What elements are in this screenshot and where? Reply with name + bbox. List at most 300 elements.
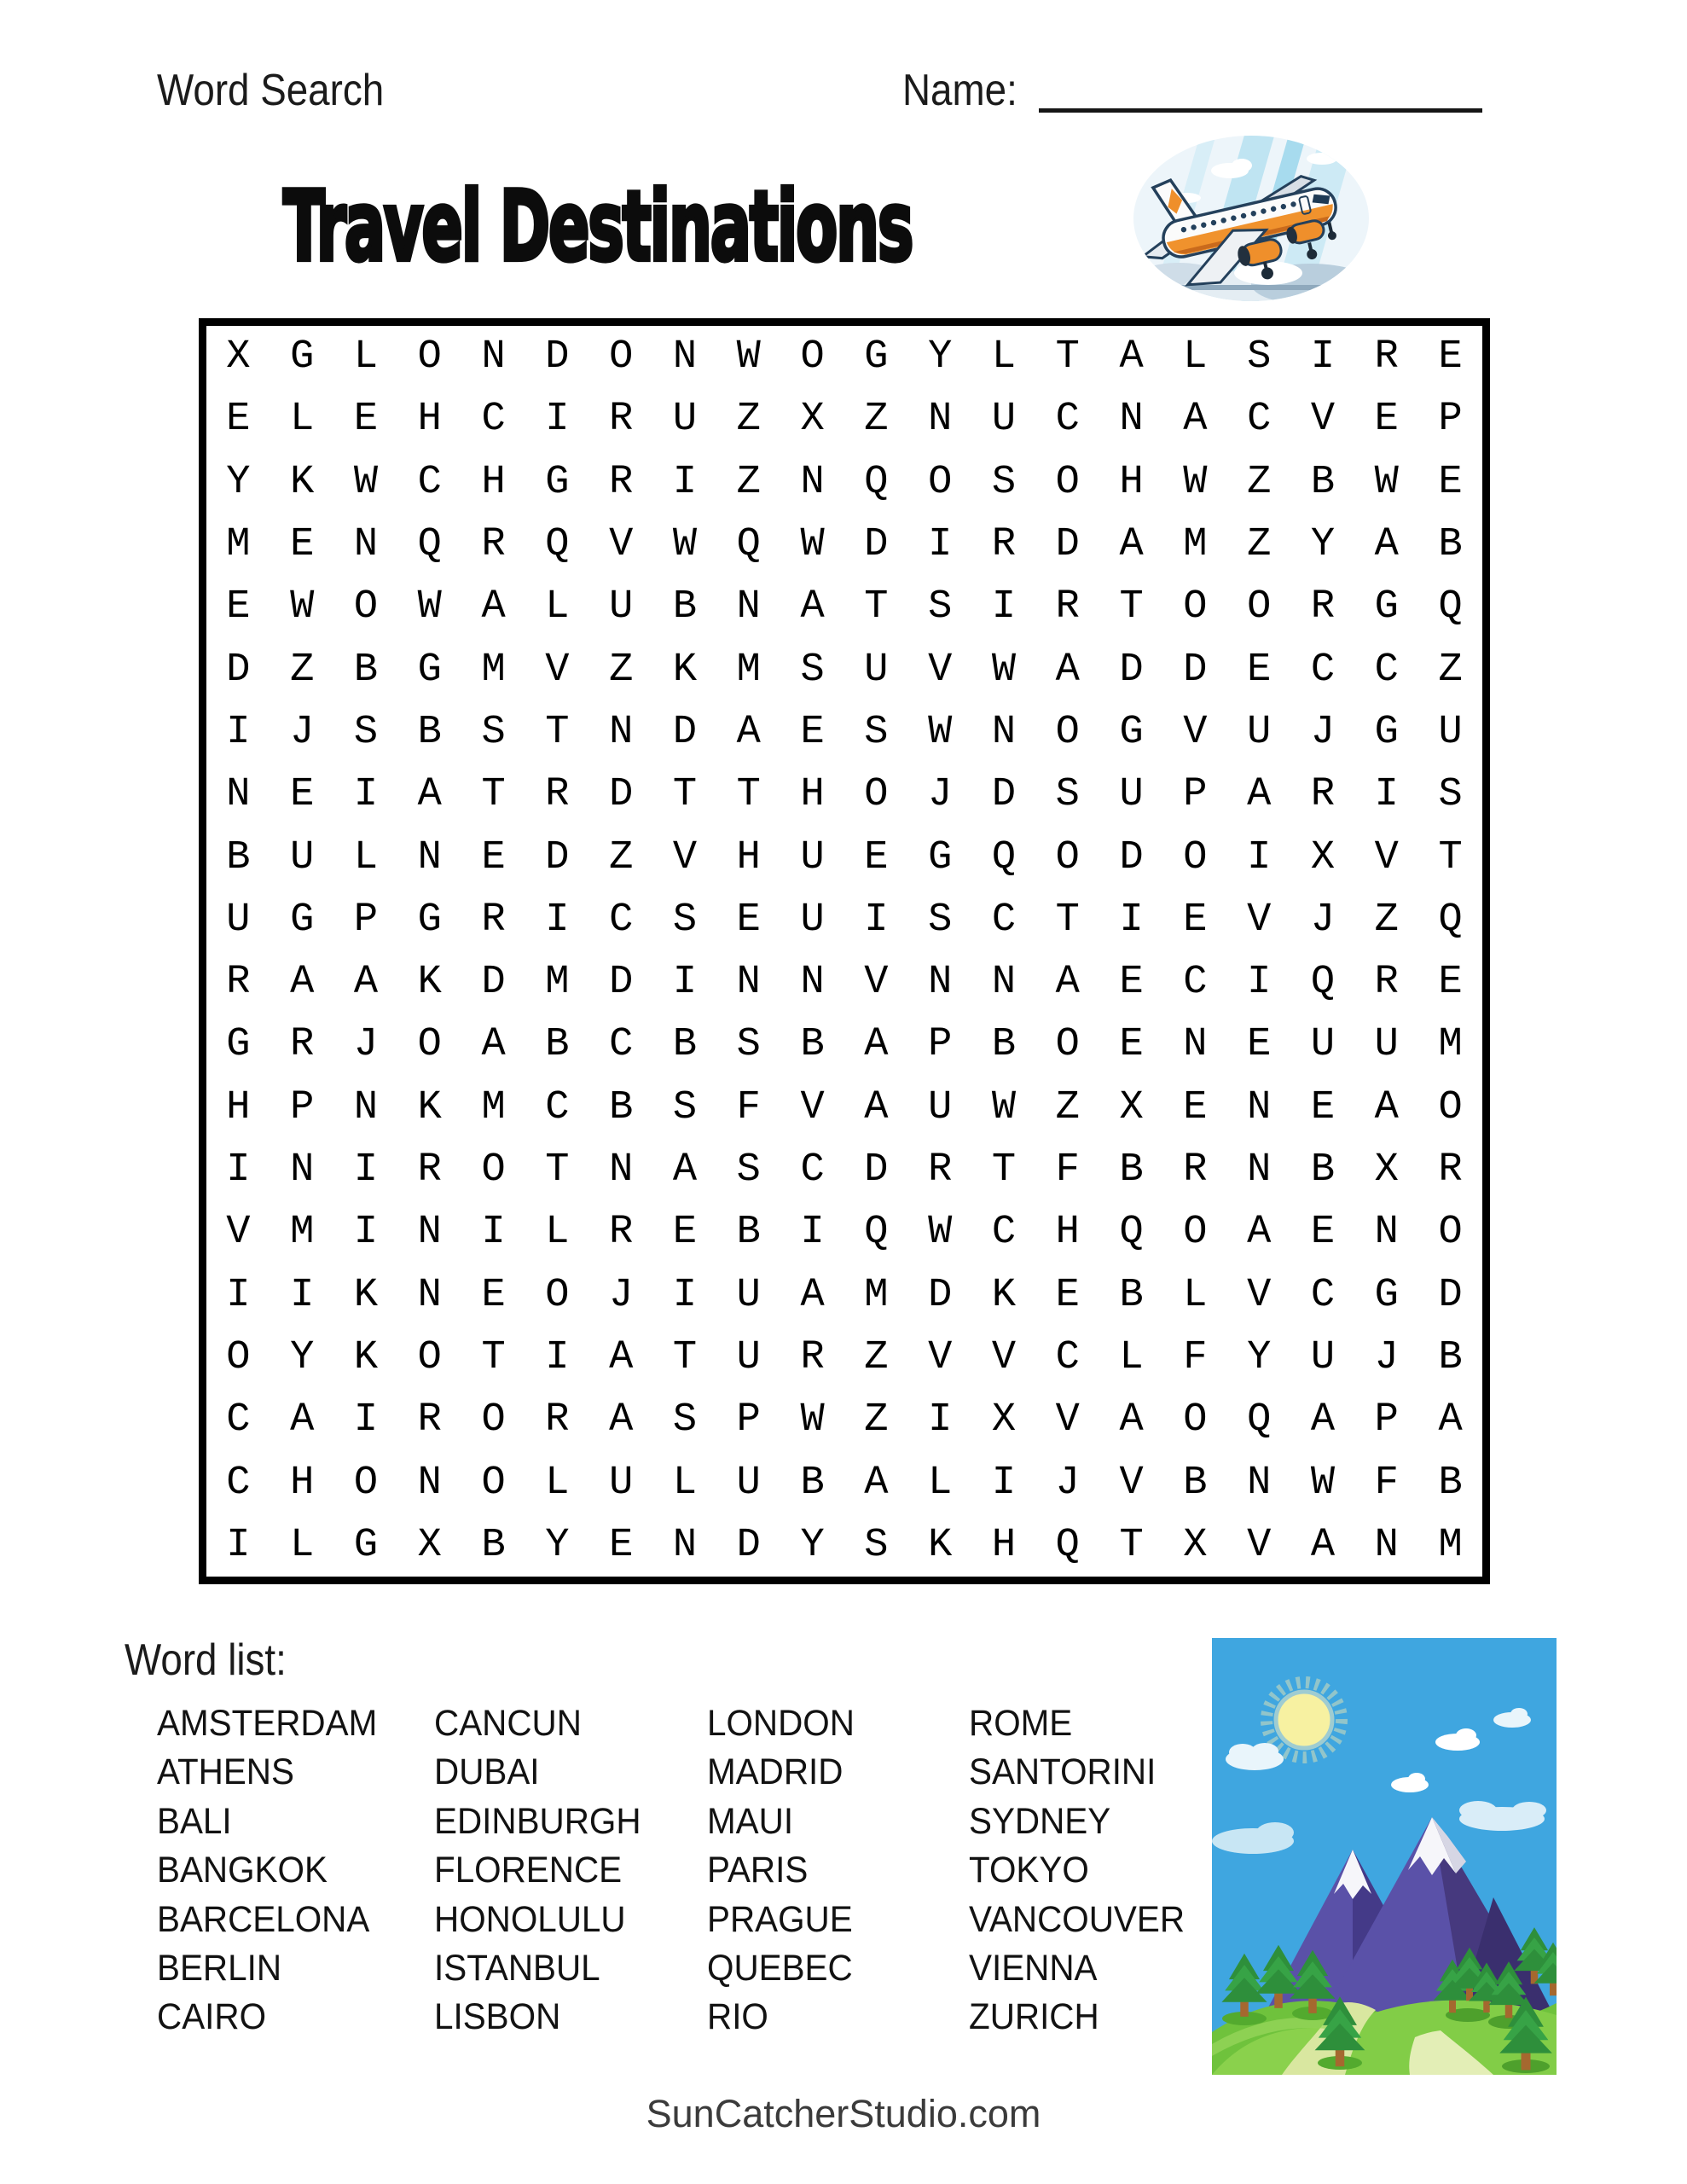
grid-letter: X [226, 334, 251, 380]
grid-letter: O [609, 334, 634, 380]
grid-letter: R [609, 459, 634, 505]
grid-letter: K [672, 647, 698, 693]
grid-letter: J [1310, 709, 1336, 755]
grid-letter: B [545, 1022, 570, 1068]
word-list-item: MADRID [707, 1751, 844, 1793]
grid-letter: O [1247, 584, 1272, 630]
grid-letter: O [1183, 834, 1208, 880]
grid-letter: C [226, 1460, 251, 1506]
grid-letter: L [928, 1460, 953, 1506]
name-label [902, 65, 1033, 116]
grid-letter: B [226, 834, 251, 880]
grid-letter: C [1310, 647, 1336, 693]
grid-letter: N [353, 1084, 379, 1130]
word-list-item: CAIRO [157, 1996, 267, 2038]
grid-letter: E [353, 397, 379, 443]
grid-letter: P [353, 897, 379, 943]
word-list-item: RIO [707, 1996, 768, 2038]
word-list-item: VANCOUVER [969, 1898, 1186, 1940]
grid-letter: V [1247, 1522, 1272, 1568]
grid-letter: A [353, 960, 379, 1006]
grid-letter: V [1055, 1397, 1080, 1443]
grid-letter: T [1119, 584, 1144, 630]
grid-letter: R [545, 1397, 570, 1443]
grid-letter: A [481, 1022, 506, 1068]
grid-letter: I [545, 897, 570, 943]
grid-letter: U [609, 1460, 634, 1506]
grid-letter: T [545, 1147, 570, 1194]
grid-letter: A [864, 1460, 889, 1506]
grid-letter: Q [1438, 584, 1463, 630]
grid-letter: U [609, 584, 634, 630]
grid-letter: H [481, 459, 506, 505]
grid-letter: W [991, 1084, 1017, 1130]
grid-letter: O [800, 334, 825, 380]
grid-letter: Z [1247, 522, 1272, 568]
grid-letter: E [1119, 960, 1144, 1006]
grid-letter: K [417, 960, 442, 1006]
grid-letter: T [481, 1334, 506, 1380]
grid-letter: D [609, 772, 634, 818]
grid-letter: G [290, 334, 315, 380]
grid-letter: B [1183, 1460, 1208, 1506]
grid-letter: J [609, 1272, 634, 1318]
grid-letter: U [736, 1460, 761, 1506]
grid-letter: Z [290, 647, 315, 693]
grid-letter: J [1374, 1334, 1399, 1380]
grid-letter: C [1247, 397, 1272, 443]
grid-letter: E [672, 1210, 698, 1256]
grid-letter: R [609, 397, 634, 443]
grid-letter: U [1310, 1022, 1336, 1068]
word-list-item: BERLIN [157, 1948, 282, 1989]
grid-letter: T [1055, 334, 1080, 380]
grid-letter: V [991, 1334, 1017, 1380]
grid-letter: I [545, 1334, 570, 1380]
grid-letter: D [672, 709, 698, 755]
word-list-item: SANTORINI [969, 1751, 1157, 1793]
grid-letter: T [1055, 897, 1080, 943]
grid-letter: I [545, 397, 570, 443]
grid-letter: A [864, 1022, 889, 1068]
grid-letter: S [481, 709, 506, 755]
grid-letter: R [800, 1334, 825, 1380]
word-list-item: PARIS [707, 1850, 809, 1891]
grid-letter: N [290, 1147, 315, 1194]
grid-letter: I [353, 1147, 379, 1194]
grid-letter: S [864, 1522, 889, 1568]
grid-letter: S [736, 1147, 761, 1194]
grid-letter: N [417, 834, 442, 880]
grid-letter: Z [1374, 897, 1399, 943]
grid-letter: E [290, 772, 315, 818]
grid-letter: G [290, 897, 315, 943]
grid-letter: F [736, 1084, 761, 1130]
grid-letter: Y [1310, 522, 1336, 568]
grid-letter: Q [864, 459, 889, 505]
grid-letter: A [290, 1397, 315, 1443]
grid-letter: B [1119, 1272, 1144, 1318]
grid-letter: O [1183, 584, 1208, 630]
grid-letter: O [417, 334, 442, 380]
grid-letter: O [864, 772, 889, 818]
grid-letter: L [991, 334, 1017, 380]
grid-letter: O [1438, 1210, 1463, 1256]
grid-letter: B [1310, 459, 1336, 505]
grid-letter: N [226, 772, 251, 818]
website-credit: SunCatcherStudio.com [646, 2092, 1041, 2135]
grid-letter: E [290, 522, 315, 568]
word-list-column [969, 1699, 1185, 2042]
grid-letter: U [1438, 709, 1463, 755]
word-list-item: SYDNEY [969, 1800, 1111, 1842]
grid-letter: B [1119, 1147, 1144, 1194]
name-label-text: Name: [902, 66, 1017, 115]
grid-letter: W [928, 709, 953, 755]
grid-letter: G [1374, 584, 1399, 630]
grid-letter: O [1183, 1210, 1208, 1256]
word-list-column [157, 1699, 377, 2042]
grid-letter: S [864, 709, 889, 755]
grid-letter: Q [1055, 1522, 1080, 1568]
grid-letter: R [928, 1147, 953, 1194]
grid-letter: L [545, 1210, 570, 1256]
grid-letter: Q [864, 1210, 889, 1256]
grid-letter: A [481, 584, 506, 630]
grid-letter: N [609, 1147, 634, 1194]
grid-letter: E [1119, 1022, 1144, 1068]
worksheet-type-label [157, 65, 415, 116]
word-list-label-text: Word list: [125, 1635, 287, 1685]
grid-letter: U [1374, 1022, 1399, 1068]
grid-letter: Q [1438, 897, 1463, 943]
grid-letter: C [609, 897, 634, 943]
grid-letter: L [290, 397, 315, 443]
grid-letter: R [226, 960, 251, 1006]
grid-letter: Y [290, 1334, 315, 1380]
grid-letter: T [481, 772, 506, 818]
grid-letter: N [353, 522, 379, 568]
grid-letter: A [1247, 772, 1272, 818]
grid-letter: R [609, 1210, 634, 1256]
grid-letter: A [1310, 1397, 1336, 1443]
grid-letter: G [928, 834, 953, 880]
grid-letter: B [481, 1522, 506, 1568]
grid-letter: B [800, 1460, 825, 1506]
grid-letter: Q [417, 522, 442, 568]
grid-letter: R [1438, 1147, 1463, 1194]
grid-letter: Z [864, 1397, 889, 1443]
grid-letter: D [226, 647, 251, 693]
grid-letter: R [545, 772, 570, 818]
grid-letter: N [417, 1272, 442, 1318]
grid-letter: D [545, 834, 570, 880]
grid-letter: N [1374, 1210, 1399, 1256]
grid-letter: N [1247, 1084, 1272, 1130]
word-list-item: FLORENCE [434, 1850, 623, 1891]
grid-letter: Q [991, 834, 1017, 880]
grid-letter: P [928, 1022, 953, 1068]
grid-letter: C [417, 459, 442, 505]
grid-letter: W [1183, 459, 1208, 505]
grid-letter: G [353, 1522, 379, 1568]
grid-letter: C [545, 1084, 570, 1130]
grid-letter: V [609, 522, 634, 568]
grid-letter: N [1119, 397, 1144, 443]
word-list-item: BANGKOK [157, 1850, 328, 1891]
grid-letter: O [1055, 1022, 1080, 1068]
grid-letter: C [1310, 1272, 1336, 1318]
grid-letter: A [417, 772, 442, 818]
grid-letter: B [672, 584, 698, 630]
word-list-column [707, 1699, 855, 2042]
grid-letter: E [609, 1522, 634, 1568]
grid-letter: N [417, 1460, 442, 1506]
name-blank-line[interactable] [1039, 72, 1482, 113]
grid-letter: E [1374, 397, 1399, 443]
grid-letter: A [1055, 960, 1080, 1006]
grid-letter: H [1055, 1210, 1080, 1256]
word-list-item: EDINBURGH [434, 1800, 641, 1842]
grid-letter: T [1438, 834, 1463, 880]
grid-letter: D [991, 772, 1017, 818]
grid-letter: C [800, 1147, 825, 1194]
grid-letter: R [481, 897, 506, 943]
word-list-item: DUBAI [434, 1751, 540, 1793]
grid-letter: M [226, 522, 251, 568]
grid-letter: I [1310, 334, 1336, 380]
grid-letter: I [1247, 960, 1272, 1006]
grid-letter: M [290, 1210, 315, 1256]
grid-letter: B [800, 1022, 825, 1068]
grid-letter: A [672, 1147, 698, 1194]
grid-letter: K [928, 1522, 953, 1568]
grid-letter: V [1374, 834, 1399, 880]
grid-letter: J [1055, 1460, 1080, 1506]
grid-letter: C [1055, 397, 1080, 443]
grid-letter: S [800, 647, 825, 693]
grid-letter: E [1438, 334, 1463, 380]
word-list-item: LONDON [707, 1703, 855, 1744]
grid-letter: D [1055, 522, 1080, 568]
word-list-item: MAUI [707, 1800, 794, 1842]
grid-letter: G [1374, 1272, 1399, 1318]
grid-letter: N [1374, 1522, 1399, 1568]
page-title: Travel Destinations [283, 171, 913, 284]
worksheet-type-text: Word Search [157, 66, 385, 115]
grid-letter: I [991, 1460, 1017, 1506]
grid-letter: B [736, 1210, 761, 1256]
grid-letter: E [226, 584, 251, 630]
grid-letter: X [1374, 1147, 1399, 1194]
grid-letter: G [417, 897, 442, 943]
word-list-item: QUEBEC [707, 1948, 853, 1989]
grid-letter: A [1374, 522, 1399, 568]
grid-letter: N [672, 334, 698, 380]
grid-letter: N [417, 1210, 442, 1256]
grid-letter: E [1310, 1210, 1336, 1256]
grid-letter: L [545, 584, 570, 630]
grid-letter: P [290, 1084, 315, 1130]
grid-letter: W [1374, 459, 1399, 505]
grid-letter: Z [864, 1334, 889, 1380]
grid-letter: M [481, 647, 506, 693]
grid-letter: J [290, 709, 315, 755]
grid-letter: E [1438, 960, 1463, 1006]
grid-letter: N [1183, 1022, 1208, 1068]
grid-letter: H [736, 834, 761, 880]
grid-letter: H [800, 772, 825, 818]
grid-letter: I [353, 772, 379, 818]
grid-letter: S [991, 459, 1017, 505]
grid-letter: R [1374, 960, 1399, 1006]
landscape-scene [1212, 1638, 1557, 2075]
grid-letter: R [1310, 772, 1336, 818]
grid-letter: O [1055, 709, 1080, 755]
grid-letter: U [736, 1272, 761, 1318]
grid-letter: M [1438, 1522, 1463, 1568]
grid-letter: S [672, 1084, 698, 1130]
grid-letter: W [417, 584, 442, 630]
grid-letter: U [991, 397, 1017, 443]
grid-letter: E [1183, 1084, 1208, 1130]
grid-letter: B [672, 1022, 698, 1068]
grid-letter: I [672, 960, 698, 1006]
grid-letter: X [1119, 1084, 1144, 1130]
word-list-item: BARCELONA [157, 1898, 370, 1940]
grid-letter: J [928, 772, 953, 818]
grid-letter: M [1183, 522, 1208, 568]
grid-letter: O [481, 1147, 506, 1194]
grid-letter: V [1183, 709, 1208, 755]
grid-letter: M [864, 1272, 889, 1318]
grid-letter: O [417, 1334, 442, 1380]
grid-letter: Y [545, 1522, 570, 1568]
grid-letter: F [1055, 1147, 1080, 1194]
grid-letter: W [353, 459, 379, 505]
grid-letter: N [736, 584, 761, 630]
grid-letter: O [353, 584, 379, 630]
grid-letter: R [1055, 584, 1080, 630]
grid-letter: L [1119, 1334, 1144, 1380]
grid-letter: Z [609, 647, 634, 693]
grid-letter: Z [1055, 1084, 1080, 1130]
grid-letter: O [1055, 834, 1080, 880]
grid-letter: A [800, 584, 825, 630]
grid-letter: R [1310, 584, 1336, 630]
grid-letter: A [1119, 522, 1144, 568]
grid-letter: B [1310, 1147, 1336, 1194]
grid-letter: I [353, 1210, 379, 1256]
word-list-item: ZURICH [969, 1996, 1099, 2038]
grid-letter: S [928, 584, 953, 630]
grid-letter: O [545, 1272, 570, 1318]
grid-letter: Z [864, 397, 889, 443]
grid-letter: L [290, 1522, 315, 1568]
word-list-item: TOKYO [969, 1850, 1089, 1891]
grid-letter: D [1119, 647, 1144, 693]
grid-letter: X [1310, 834, 1336, 880]
grid-letter: B [609, 1084, 634, 1130]
grid-letter: S [1438, 772, 1463, 818]
grid-letter: C [609, 1022, 634, 1068]
word-list-item: BALI [157, 1800, 232, 1842]
grid-letter: S [1055, 772, 1080, 818]
grid-letter: Y [928, 334, 953, 380]
grid-letter: S [1247, 334, 1272, 380]
grid-letter: V [928, 647, 953, 693]
grid-letter: U [1310, 1334, 1336, 1380]
airplane-icon [1128, 126, 1383, 310]
grid-letter: A [1247, 1210, 1272, 1256]
grid-letter: I [1247, 834, 1272, 880]
grid-letter: M [545, 960, 570, 1006]
word-list-item: CANCUN [434, 1703, 582, 1744]
grid-letter: A [800, 1272, 825, 1318]
grid-letter: O [481, 1397, 506, 1443]
grid-letter: C [481, 397, 506, 443]
grid-letter: X [1183, 1522, 1208, 1568]
grid-letter: V [864, 960, 889, 1006]
grid-letter: C [1374, 647, 1399, 693]
grid-letter: J [1310, 897, 1336, 943]
grid-letter: O [353, 1460, 379, 1506]
grid-letter: V [1119, 1460, 1144, 1506]
grid-letter: A [1310, 1522, 1336, 1568]
grid-letter: E [226, 397, 251, 443]
grid-letter: W [736, 334, 761, 380]
grid-letter: H [991, 1522, 1017, 1568]
grid-letter: W [290, 584, 315, 630]
grid-letter: U [928, 1084, 953, 1130]
word-list-item: AMSTERDAM [157, 1703, 378, 1744]
grid-letter: I [928, 522, 953, 568]
grid-letter: V [545, 647, 570, 693]
grid-letter: D [864, 522, 889, 568]
grid-letter: H [226, 1084, 251, 1130]
grid-letter: F [1374, 1460, 1399, 1506]
grid-letter: N [1247, 1147, 1272, 1194]
airplane-illustration [1128, 126, 1383, 310]
grid-letter: N [928, 960, 953, 1006]
grid-letter: D [1119, 834, 1144, 880]
grid-letter: A [609, 1334, 634, 1380]
grid-letter: Z [736, 459, 761, 505]
grid-letter: I [800, 1210, 825, 1256]
grid-letter: I [1374, 772, 1399, 818]
grid-letter: G [1374, 709, 1399, 755]
grid-letter: R [1374, 334, 1399, 380]
grid-letter: D [928, 1272, 953, 1318]
grid-letter: K [417, 1084, 442, 1130]
grid-letter: K [290, 459, 315, 505]
grid-letter: M [736, 647, 761, 693]
grid-letter: F [1183, 1334, 1208, 1380]
grid-letter: Z [736, 397, 761, 443]
grid-letter: E [864, 834, 889, 880]
grid-letter: D [545, 334, 570, 380]
grid-letter: I [991, 584, 1017, 630]
grid-letter: E [1183, 897, 1208, 943]
grid-letter: I [353, 1397, 379, 1443]
grid-letter: G [226, 1022, 251, 1068]
grid-letter: L [1183, 334, 1208, 380]
grid-letter: B [1438, 1460, 1463, 1506]
grid-letter: V [1310, 397, 1336, 443]
grid-letter: N [991, 960, 1017, 1006]
grid-letter: P [1438, 397, 1463, 443]
grid-letter: N [991, 709, 1017, 755]
